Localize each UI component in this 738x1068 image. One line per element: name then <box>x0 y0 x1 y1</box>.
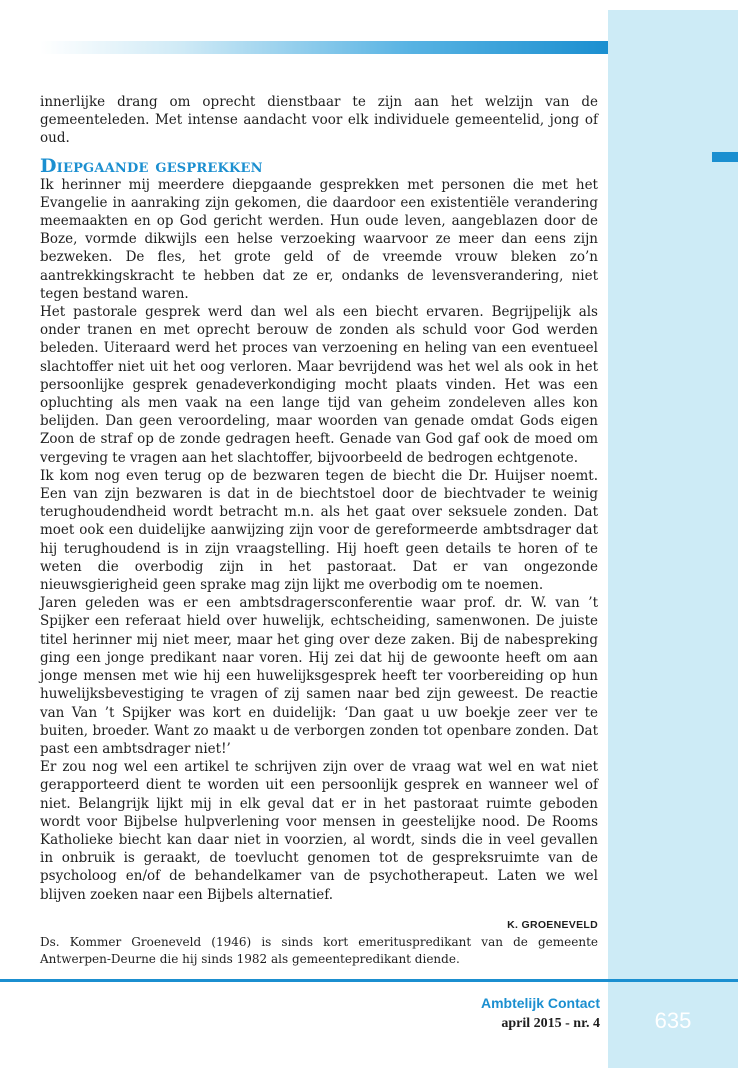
page-number: 635 <box>654 1008 692 1033</box>
intro-paragraph: innerlijke drang om oprecht dienstbaar te zijn aan het welzijn van de gemeenteleden. Met intense aandacht voor elk individuele gemeentelid, jong of oud. <box>40 94 598 147</box>
author-name: K. GROENEVELD <box>507 918 598 931</box>
issue-info: april 2015 - nr. 4 <box>501 1016 600 1031</box>
article-body <box>40 93 598 968</box>
paragraph: Ik kom nog even terug op de bezwaren tegen de biecht die Dr. Huijser noemt. Een van zijn bezwaren is dat in de biechtstoel door de biechtvader te weinig terughoudendheid wordt betracht m.n. als het gaat over seksuele zonden. Dat moet ook een duidelijke aanwijzing zijn voor de gereformeerde ambtsdrager dat hij terughoudend is in zijn vraagstelling. Hij hoeft geen details te horen of te weten die overbodig zijn in het pastoraat. Dat er van ongezonde nieuwsgierigheid geen sprake mag zijn lijkt me overbodig om te noemen. <box>40 467 598 594</box>
header-gradient-bar <box>40 41 608 54</box>
section-marker <box>712 152 738 162</box>
paragraph: Er zou nog wel een artikel te schrijven zijn over de vraag wat wel en wat niet gerapporteerd dient te worden uit een persoonlijk gesprek en wanneer wel of niet. Belangrijk lijkt mij in elk geval dat er in het pastoraat ruimte geboden wordt voor Bijbelse hulpverlening voor mensen in geestelijke nood. De Rooms Katholieke biecht kan daar niet in voorzien, al wordt, sinds die in veel gevallen in onbruik is geraakt, de toevlucht genomen tot de gespreksruimte van de psycholoog en/of de behandelkamer van de psychotherapeut. Laten we wel blijven zoeken naar een Bijbels alternatief. <box>40 759 598 903</box>
paragraph: Jaren geleden was er een ambtsdragersconferentie waar prof. dr. W. van ’t Spijker een referaat hield over huwelijk, echtscheiding, samenwonen. De juiste titel herinner mij niet meer, maar het ging over deze zaken. Bij de nabespreking ging een jonge predikant naar voren. Hij zei dat hij de gewoonte heeft om aan jonge mensen met wie hij een huwelijksgesprek heeft ter voorbereiding op hun huwelijksbevestiging te vragen of zij samen naar bed zijn geweest. De reactie van Van ’t Spijker was kort en duidelijk: ‘Dan gaat u uw boekje zeer ver te buiten, broeder. Want zo maakt u de verborgen zonden tot openbare zonden. Dat past een ambtsdrager niet!’ <box>40 595 598 757</box>
decorative-sidebar <box>608 10 738 1068</box>
section-heading: Diepgaande gesprekken <box>40 154 263 177</box>
paragraph: Ik herinner mij meerdere diepgaande gesprekken met personen die met het Evangelie in aanraking zijn gekomen, die daardoor een existentiële verandering meemaakten en op God gericht werden. Hun oude leven, aangeblazen door de Boze, vormde dikwijls een helse verzoeking waarvoor ze meer dan eens zijn bezweken. De fles, het grote geld of de vreemde vrouw bleken zo’n aantrekkingskracht te hebben dat ze er, ondanks de levensverandering, niet tegen bestand waren. <box>40 176 598 302</box>
paragraph: Het pastorale gesprek werd dan wel als een biecht ervaren. Begrijpelijk als onder tranen en met oprecht berouw de zonden als schuld voor God werden beleden. Uiteraard werd het proces van verzoening en heling van een eventueel slachtoffer niet uit het oog verloren. Maar bevrijdend was het wel als ook in het persoonlijke gesprek genadeverkondiging mocht plaats vinden. Het was een opluchting als men vaak na een lange tijd van geheim zondeleven alles kon belijden. Dan geen veroordeling, maar woorden van genade omdat Gods eigen Zoon de straf op de zonde gedragen heeft. Genade van God gaf ook de moed om vergeving te vragen aan het slachtoffer, bijvoorbeeld de bedrogen echtgenote. <box>40 304 598 466</box>
footer-divider <box>0 979 738 982</box>
author-bio: Ds. Kommer Groeneveld (1946) is sinds kort emerituspredikant van de gemeente Antwerpen-Deurne die hij sinds 1982 als gemeentepredikant diende. <box>40 934 598 966</box>
journal-title: Ambtelijk Contact <box>480 995 600 1011</box>
